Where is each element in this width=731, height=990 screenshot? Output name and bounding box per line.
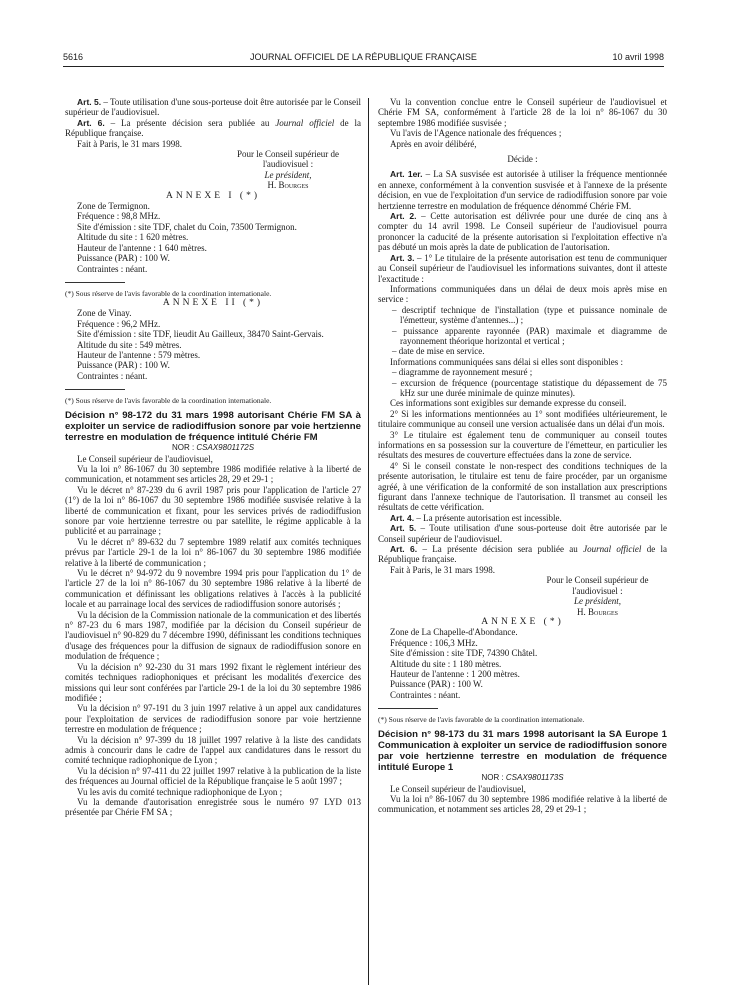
footnote-rule xyxy=(65,389,125,390)
paragraph: Vu le décret n° 94-972 du 9 novembre 1994 pris pour l'application du 1° de l'article 27 de la loi n° 86-1067 du 30 septembre 1986 relative à la liberté de communication et définissant les obligations relatives à l'accès à la publicité locale et au parrainage local des services de radiodiffusion sonore autorisés ; xyxy=(65,568,361,610)
annex-2-line: Site d'émission : site TDF, lieudit Au Gailleux, 38470 Saint-Gervais. xyxy=(77,329,324,340)
column-divider xyxy=(368,98,369,985)
paragraph: Vu la loi n° 86-1067 du 30 septembre 1986 modifiée relative à la liberté de communication, et notamment ses articles 28, 29 et 29-1 ; xyxy=(65,463,361,485)
paragraph: Vu la décision n° 92-230 du 31 mars 1992 fixant le règlement intérieur des comités techniques radiophoniques et précisant les modalités d'exercice des missions qui leur sont conférées par l'article 29-1 de la loi du 30 septembre 1986 modifiée ; xyxy=(65,661,361,703)
list-item: – descriptif technique de l'installation (type et puissance nominale de l'émetteur, système d'antennes...) ; xyxy=(392,304,667,326)
annex-line: Altitude du site : 1 180 mètres. xyxy=(390,658,502,669)
annex-line: Puissance (PAR) : 100 W. xyxy=(390,679,483,690)
annex-2-line: Puissance (PAR) : 100 W. xyxy=(77,360,170,371)
annex-line: Site d'émission : site TDF, 74390 Châtel. xyxy=(390,648,538,659)
signature-line: Pour le Conseil supérieur de l'audiovisuel : xyxy=(237,149,339,170)
footnote-rule xyxy=(65,282,125,283)
list-item: – puissance apparente rayonnée (PAR) maximale et diagramme de rayonnement théorique horizontal et vertical ; xyxy=(392,325,667,346)
article-5: Art. 5. – Toute utilisation d'une sous-porteuse doit être autorisée par le Conseil supérieur de l'audiovisuel. xyxy=(65,97,361,118)
decision-title: Décision n° 98-173 du 31 mars 1998 autorisant la SA Europe 1 Communication à exploiter un service de radiodiffusion sonore par voie hertzienne terrestre en modulation de fréquence intitulé Europe 1 xyxy=(378,729,667,774)
left-column xyxy=(65,97,361,818)
paragraph: Ces informations sont exigibles sur demande expresse du conseil. xyxy=(390,398,627,409)
annex-line: Zone de La Chapelle-d'Abondance. xyxy=(390,627,518,638)
annex-1-title: ANNEXE I (*) xyxy=(165,190,261,201)
paragraph: 2° Si les informations mentionnées au 1° sont modifiées ultérieurement, le titulaire communique au conseil une version actualisée dans un délai d'un mois. xyxy=(378,408,667,430)
signature-role: Le président, xyxy=(574,596,621,607)
header-rule xyxy=(63,66,664,67)
nor-reference: NOR : CSAX9801173S xyxy=(481,773,564,783)
article-6: Art. 6. – La présente décision sera publiée au Journal officiel de la République française. xyxy=(65,117,361,139)
annex-2-title: ANNEXE II (*) xyxy=(162,297,264,308)
signature-name: H. Bourges xyxy=(576,606,618,617)
annex-1-line: Altitude du site : 1 620 mètres. xyxy=(77,232,189,243)
decision-title: Décision n° 98-172 du 31 mars 1998 autorisant Chérie FM SA à exploiter un service de radiodiffusion sonore par voie hertzienne terrestre en modulation de fréquence intitulé Chérie FM xyxy=(65,410,361,444)
page-header xyxy=(63,50,664,66)
annex-line: Fréquence : 106,3 MHz. xyxy=(390,637,478,648)
annex-line: Hauteur de l'antenne : 1 200 mètres. xyxy=(390,668,520,679)
paragraph: Vu l'avis de l'Agence nationale des fréquences ; xyxy=(390,128,562,139)
paragraph: Vu la convention conclue entre le Conseil supérieur de l'audiovisuel et Chérie FM SA, conformément à l'article 28 de la loi n° 86-1067 du 30 septembre 1986 modifiée susvisée ; xyxy=(378,97,667,128)
paragraph: Le Conseil supérieur de l'audiovisuel, xyxy=(77,453,213,464)
footnote-rule xyxy=(378,708,438,709)
info-delay: Informations communiquées dans un délai de deux mois après mise en service : xyxy=(378,283,667,305)
annex-2-line: Zone de Vinay. xyxy=(77,308,132,319)
paragraph: 3° Le titulaire est également tenu de communiquer au conseil toutes informations en sa possession sur la couverture de l'émetteur, en particulier les résultats des mesures de couverture effectuées dans la zone de service. xyxy=(378,429,667,461)
footnote: (*) Sous réserve de l'avis favorable de la coordination internationale. xyxy=(378,715,585,725)
article-1: Art. 1er. – La SA susvisée est autorisée à utiliser la fréquence mentionnée en annexe, conformément à la convention susvisée et à l'annexe de la présente décision, en vue de l'exploitation d'un service de radiodiffusion sonore par voie hertzienne terrestre en modulation de fréquence dénommé Chérie FM. xyxy=(378,169,667,211)
journal-title: JOURNAL OFFICIEL DE LA RÉPUBLIQUE FRANÇAISE xyxy=(250,52,477,62)
signature-name: H. Bourges xyxy=(267,180,309,191)
paragraph: Vu la loi n° 86-1067 du 30 septembre 1986 modifiée relative à la liberté de communication, et notamment ses articles 28, 29 et 29-1 ; xyxy=(378,793,667,815)
annex-2-line: Fréquence : 96,2 MHz. xyxy=(77,318,161,329)
right-column xyxy=(378,97,667,815)
list-item: – date de mise en service. xyxy=(392,346,485,357)
annex-line: Contraintes : néant. xyxy=(390,689,461,700)
list-item: – excursion de fréquence (pourcentage statistique du dépassement de 75 kHz sur une durée minimale de quinze minutes). xyxy=(392,377,667,398)
article-6: Art. 6. – La présente décision sera publiée au Journal officiel de la République française. xyxy=(378,544,667,565)
annex-2-line: Contraintes : néant. xyxy=(77,370,148,381)
nor-reference: NOR : CSAX9801172S xyxy=(171,443,255,453)
annex-1-line: Fréquence : 98,8 MHz. xyxy=(77,211,161,222)
annex-1-line: Hauteur de l'antenne : 1 640 mètres. xyxy=(77,242,207,253)
signature-date: Fait à Paris, le 31 mars 1998. xyxy=(77,138,182,149)
paragraph: 4° Si le conseil constate le non-respect des conditions techniques de la présente autorisation, le titulaire est tenu de faire procéder, par un organisme agréé, à une vérification de la conformité de son installation aux prescriptions figurant dans l'annexe technique de l'autorisation. Il transmet au conseil les résultats de cette vérification. xyxy=(378,460,667,513)
decide-heading: Décide : xyxy=(507,154,538,165)
paragraph: Le Conseil supérieur de l'audiovisuel, xyxy=(390,783,526,794)
paragraph: Vu la décision n° 97-191 du 3 juin 1997 relative à un appel aux candidatures pour l'exploitation de services de radiodiffusion sonore par voie hertzienne terrestre en modulation de fréquence ; xyxy=(65,703,361,735)
signature-date: Fait à Paris, le 31 mars 1998. xyxy=(390,564,495,575)
footnote: (*) Sous réserve de l'avis favorable de la coordination internationale. xyxy=(65,288,272,298)
paragraph: Vu la demande d'autorisation enregistrée sous le numéro 97 LYD 013 présentée par Chérie FM SA ; xyxy=(65,796,361,818)
issue-date: 10 avril 1998 xyxy=(612,52,664,62)
paragraph: Vu la décision de la Commission nationale de la communication et des libertés n° 87-23 du 6 mars 1987, modifiée par la décision du Conseil supérieur de l'audiovisuel n° 90-829 du 7 décembre 1990, définissant les conditions techniques d'usage des fréquences pour la diffusion de signaux de radiodiffusion sonore en modulation de fréquence ; xyxy=(65,609,361,662)
page-number: 5616 xyxy=(63,52,84,62)
paragraph: Vu les avis du comité technique radiophonique de Lyon ; xyxy=(77,786,283,797)
paragraph: Vu le décret n° 89-632 du 7 septembre 1989 relatif aux comités techniques prévus par l'article 29-1 de la loi n° 86-1067 du 30 septembre 1986 modifiée relative à la liberté de communication ; xyxy=(65,536,361,568)
annex-1-line: Puissance (PAR) : 100 W. xyxy=(77,253,170,264)
list-item: – diagramme de rayonnement mesuré ; xyxy=(392,367,533,378)
article-4: Art. 4. – La présente autorisation est incessible. xyxy=(390,512,562,523)
paragraph: Vu le décret n° 87-239 du 6 avril 1987 pris pour l'application de l'article 27 (1°) de la loi n° 86-1067 du 30 septembre 1986 modifiée susvisée relative à la liberté de communication et fixant, pour les services privés de radiodiffusion sonore par voie hertzienne terrestre ou par satellite, le régime applicable à la publicité et au parrainage ; xyxy=(65,484,361,537)
annex-1-line: Site d'émission : site TDF, chalet du Coin, 73500 Termignon. xyxy=(77,221,297,232)
signature-role: Le président, xyxy=(264,169,312,180)
signature-line: Pour le Conseil supérieur de l'audiovisuel : xyxy=(546,575,649,596)
annex-2-line: Hauteur de l'antenne : 579 mètres. xyxy=(77,349,201,360)
annex-2-line: Altitude du site : 549 mètres. xyxy=(77,339,182,350)
paragraph: Après en avoir délibéré, xyxy=(390,138,477,149)
article-5: Art. 5. – Toute utilisation d'une sous-porteuse doit être autorisée par le Conseil supérieur de l'audiovisuel. xyxy=(378,523,667,544)
annex-title: ANNEXE (*) xyxy=(481,616,564,627)
paragraph: Vu la décision n° 97-399 du 18 juillet 1997 relative à la liste des candidats admis à concourir dans le cadre de l'appel aux candidatures dans le ressort du comité technique radiophonique de Lyon ; xyxy=(65,734,361,766)
article-2: Art. 2. – Cette autorisation est délivrée pour une durée de cinq ans à compter du 14 avril 1998. Le Conseil supérieur de l'audiovisuel pourra prononcer la caducité de la présente autorisation si l'exploitation effective n'a pas débuté un mois après la date de publication de l'autorisation. xyxy=(378,211,667,253)
annex-1-line: Zone de Termignon. xyxy=(77,201,150,212)
article-3: Art. 3. – 1° Le titulaire de la présente autorisation est tenu de communiquer au Conseil supérieur de l'audiovisuel les informations suivantes, dont il atteste l'exactitude : xyxy=(378,252,667,284)
info-nodelay: Informations communiquées sans délai si elles sont disponibles : xyxy=(390,356,623,367)
annex-1-line: Contraintes : néant. xyxy=(77,263,148,274)
paragraph: Vu la décision n° 97-411 du 22 juillet 1997 relative à la publication de la liste des fréquences au Journal officiel de la République française le 5 août 1997 ; xyxy=(65,765,361,787)
footnote: (*) Sous réserve de l'avis favorable de la coordination internationale. xyxy=(65,396,272,406)
